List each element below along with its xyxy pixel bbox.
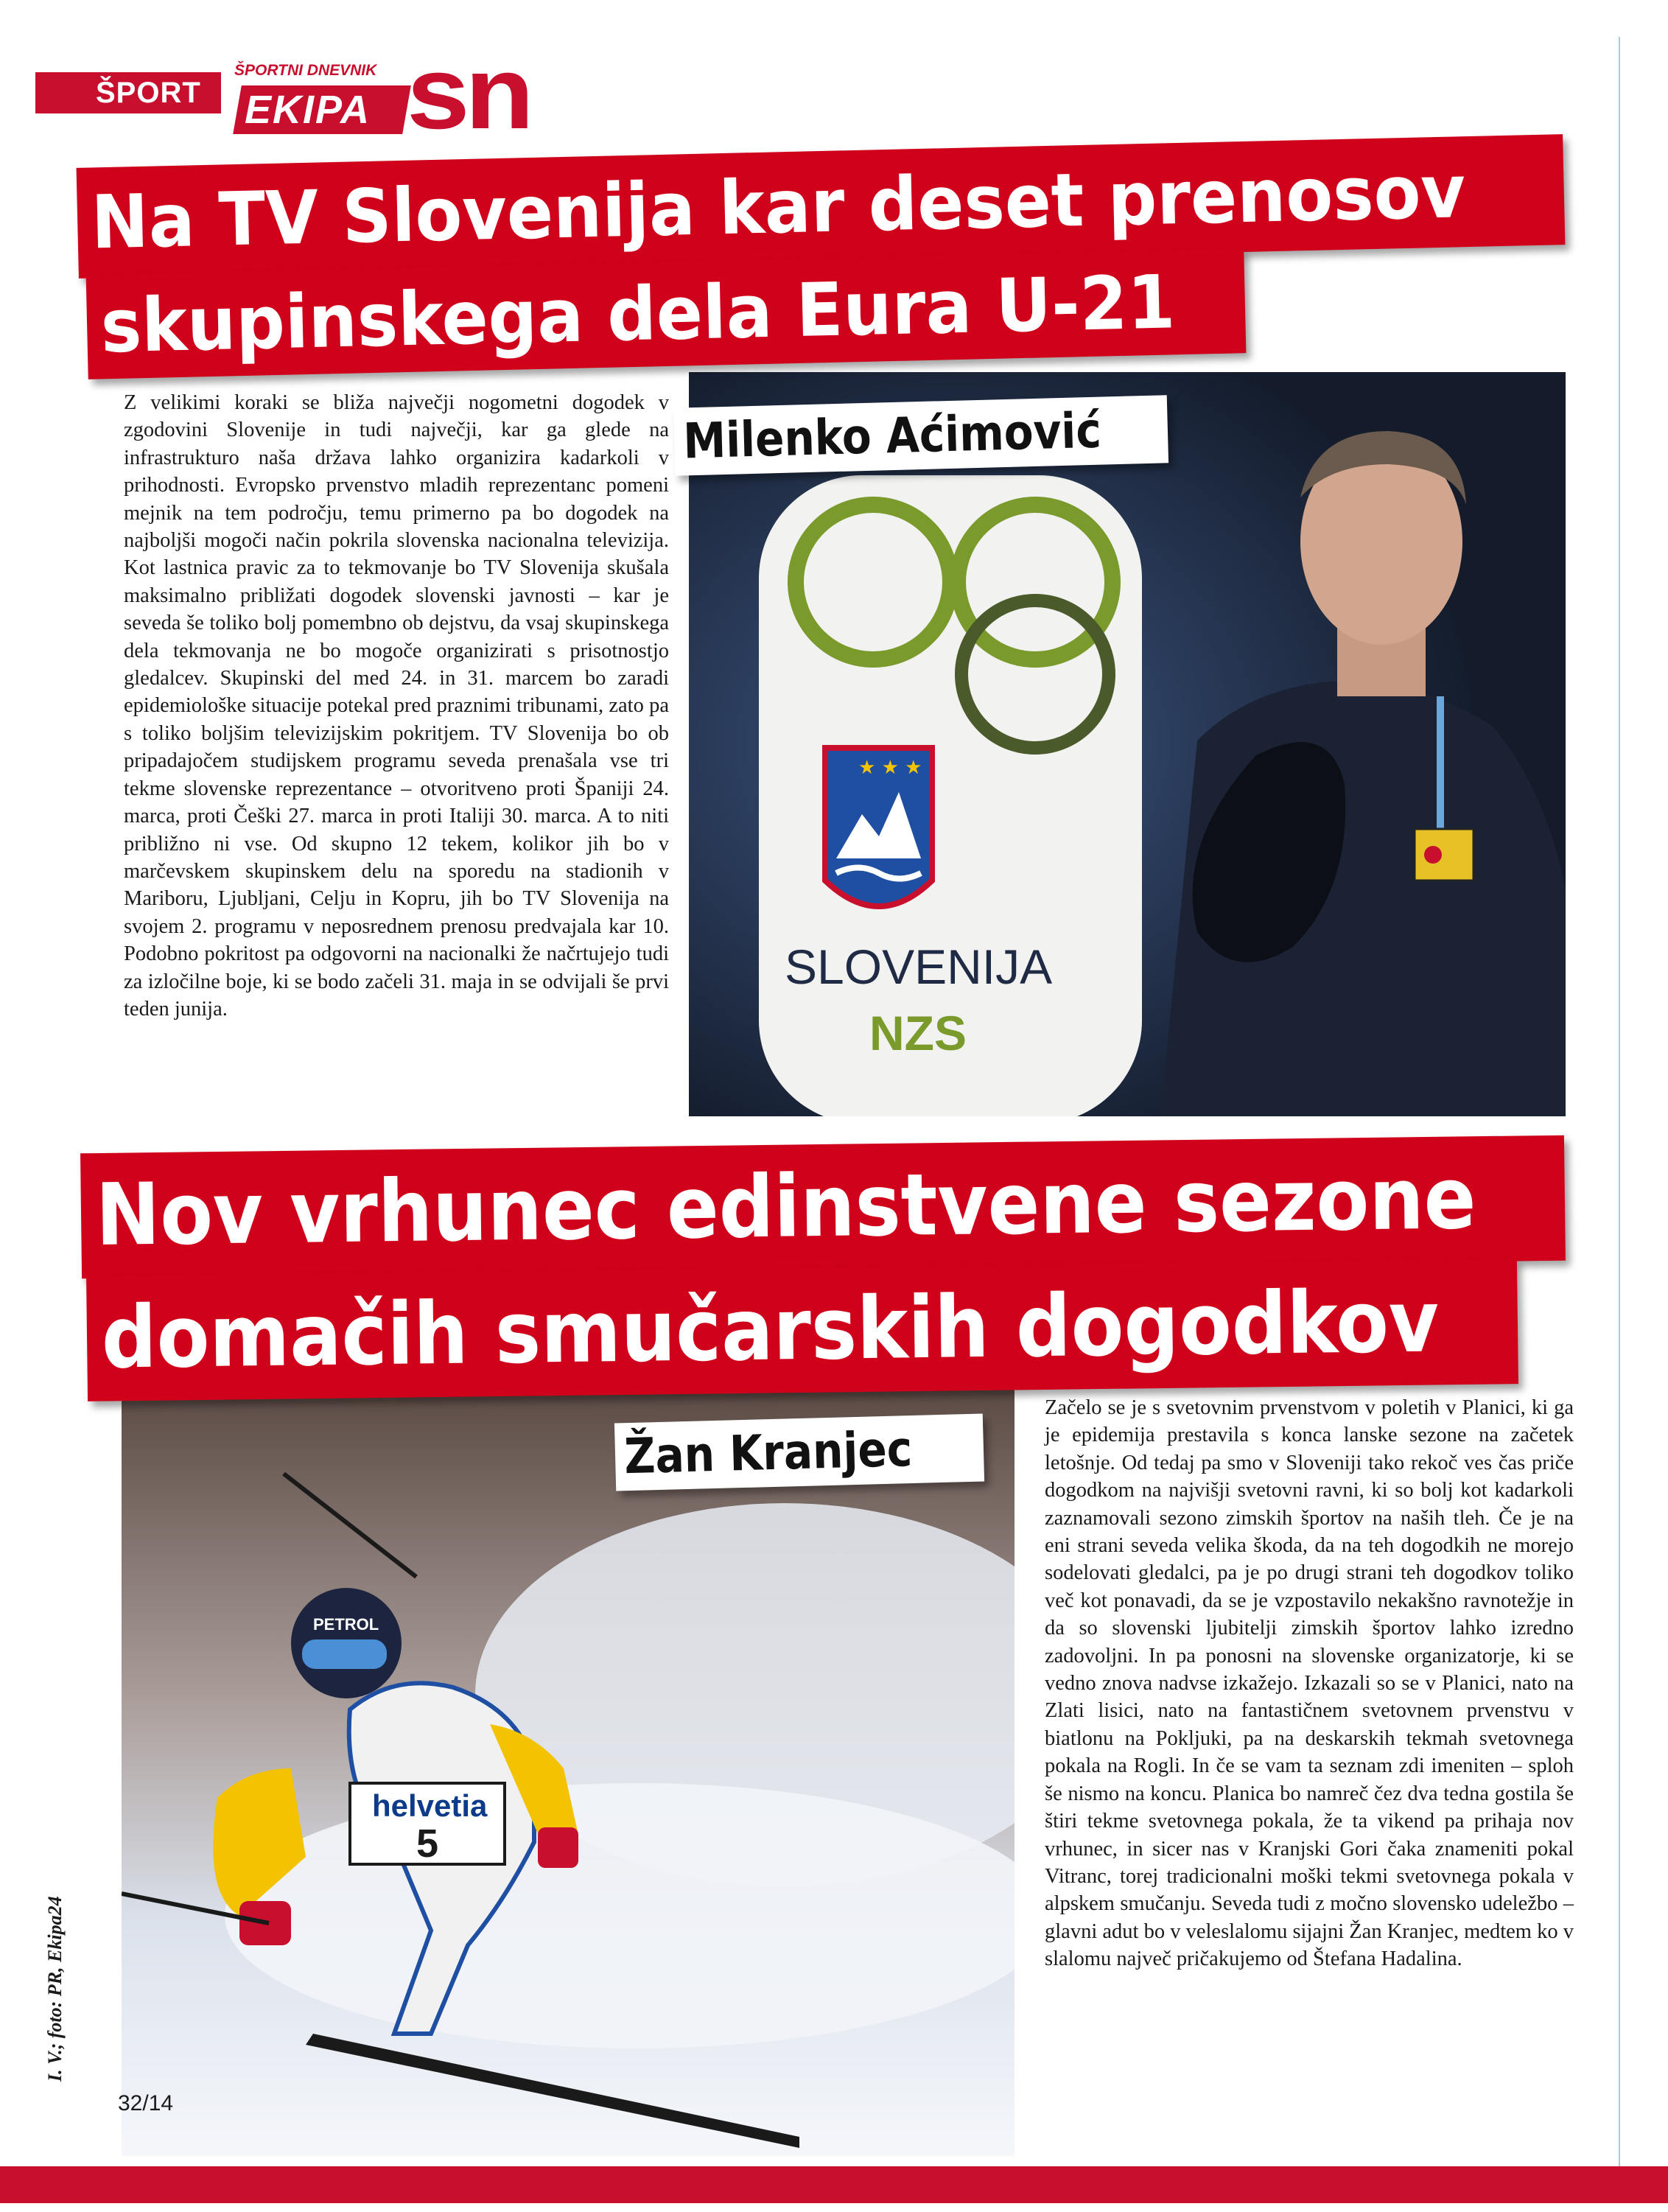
article2-photo-caption: Žan Kranjec bbox=[614, 1413, 984, 1491]
bottom-bar bbox=[0, 2166, 1668, 2203]
bib-sponsor: helvetia bbox=[372, 1788, 488, 1823]
board-text: SLOVENIJA bbox=[785, 939, 1053, 994]
page-edge-line bbox=[1619, 37, 1620, 2170]
section-label: ŠPORT bbox=[96, 77, 201, 109]
article2-headline-line2: domačih smučarskih dogodkov bbox=[86, 1259, 1518, 1401]
bib-number: 5 bbox=[416, 1821, 439, 1866]
goggles bbox=[302, 1639, 387, 1669]
logo-tagline: ŠPORTNI DNEVNIK bbox=[234, 62, 377, 79]
skier-photo-illustration bbox=[122, 1385, 1015, 2156]
article1-headline-line1: Na TV Slovenija kar deset prenosov bbox=[77, 134, 1566, 279]
article1-body: Z velikimi koraki se bliža največji nogometni dogodek v zgodovini Slovenije in tudi največji, kar ga glede na infrastrukturo naša država lahko organizira kadarkoli v prihodnosti. Evropsko prvenstvo mladih reprezentanc pomeni mejnik na tem področju, temu primerno pa bo dogodek na najboljši mogoči način pokrila slovenska nacionalna televizija. Kot lastnica pravic za to tekmovanje bo TV Slovenija skušala maksimalno približati dogodek slovenski javnosti – kar je seveda še toliko bolj pomembno ob dejstvu, da vsaj skupinskega dela tekmovanja ne bo mogoče organizirati s prisotnostjo gledalcev. Skupinski del med 24. in 31. marcem bo zaradi epidemiološke situacije potekal pred praznimi tribunami, zato pa s toliko boljšim televizijskim pokritjem. TV Slovenija bo ob pripadajočem studijskem programu seveda prenašala vse tri tekme slovenske reprezentance – otvoritveno proti Španiji 24. marca, proti Češki 27. marca in proti Italiji 30. marca. A to niti približno ni vse. Od skupno 12 tekem, kolikor jih bo v marčevskem skupinskem delu na sporedu na stadionih v Mariboru, Ljubljani, Celju in Kopru, jih bo TV Slovenija na svojem 2. programu v neposrednem prenosu predvajala kar 10. Podobno pokritost pa odgovorni na nacionalki že načrtujejo tudi za izločilne boje, ki se bodo začeli 31. maja in se odvijali še prvi teden junija. bbox=[124, 391, 669, 1021]
article1-headline-line2: skupinskega dela Eura U-21 bbox=[86, 248, 1247, 379]
article2-body: Začelo se je s svetovnim prvenstvom v poletih v Planici, ki ga je epidemija prestavila s konca lanske sezone na začetek letošnje. Od tedaj pa smo v Sloveniji tako rekoč ves čas priče dogodkom na najvišji svetovni ravni, ki so bolj kot kadarkoli zaznamovali sezono zimskih športov na naših tleh. Če je na eni strani seveda velika škoda, da na teh dogodkih ne morejo sodelovati gledalci, pa je po drugi strani teh dogodkov toliko več kot ponavadi, da se je vzpostavilo nekakšno ravnotežje in da so slovenski ljubitelji zimskih športov lahko izredno zadovoljni. In pa ponosni na slovenske organizatorje, ki se vedno znova nadvse izkažejo. Izkazali so se v Planici, nato na Zlati lisici, nato na fantastičnem svetovnem prvenstvu v biatlonu na Pokljuki, pa na deskarskih tekmah svetovnega pokala na Rogli. In če se vam ta seznam zdi imeniten – sploh še nismo na koncu. Planica bo namreč čez dva tedna gostila še štiri tekme svetovnega pokala, že ta vikend pa prihaja nov vrhunec, in sicer nas v Kranjski Gori čaka znameniti pokal Vitranc, torej tradicionalni moški tekmi svetovnega pokala v alpskem smučanju. Seveda tudi z močno slovensko udeležbo – glavni adut bo v veleslalomu sijajni Žan Kranjec, medtem ko v slalomu največ pričakujemo od Štefana Hadalina. bbox=[1045, 1396, 1574, 1971]
article1-photo bbox=[689, 372, 1566, 1116]
svg-text:★ ★ ★: ★ ★ ★ bbox=[858, 757, 922, 779]
page-number: 32/14 bbox=[118, 2091, 174, 2115]
helmet-text: PETROL bbox=[313, 1615, 379, 1634]
accreditation-badge bbox=[1415, 829, 1473, 881]
photo-credit: I. V.; foto: PR, Ekipa24 bbox=[44, 1896, 66, 2082]
article2-headline-line1: Nov vrhunec edinstvene sezone bbox=[80, 1135, 1566, 1279]
logo-ekipa-text: EKIPA bbox=[245, 88, 371, 132]
board-subtext: NZS bbox=[869, 1006, 967, 1060]
article1-photo-caption: Milenko Aćimović bbox=[673, 395, 1168, 476]
article2-photo bbox=[122, 1385, 1015, 2156]
logo-sn: sn bbox=[407, 35, 530, 150]
coach-photo-illustration bbox=[689, 372, 1566, 1116]
